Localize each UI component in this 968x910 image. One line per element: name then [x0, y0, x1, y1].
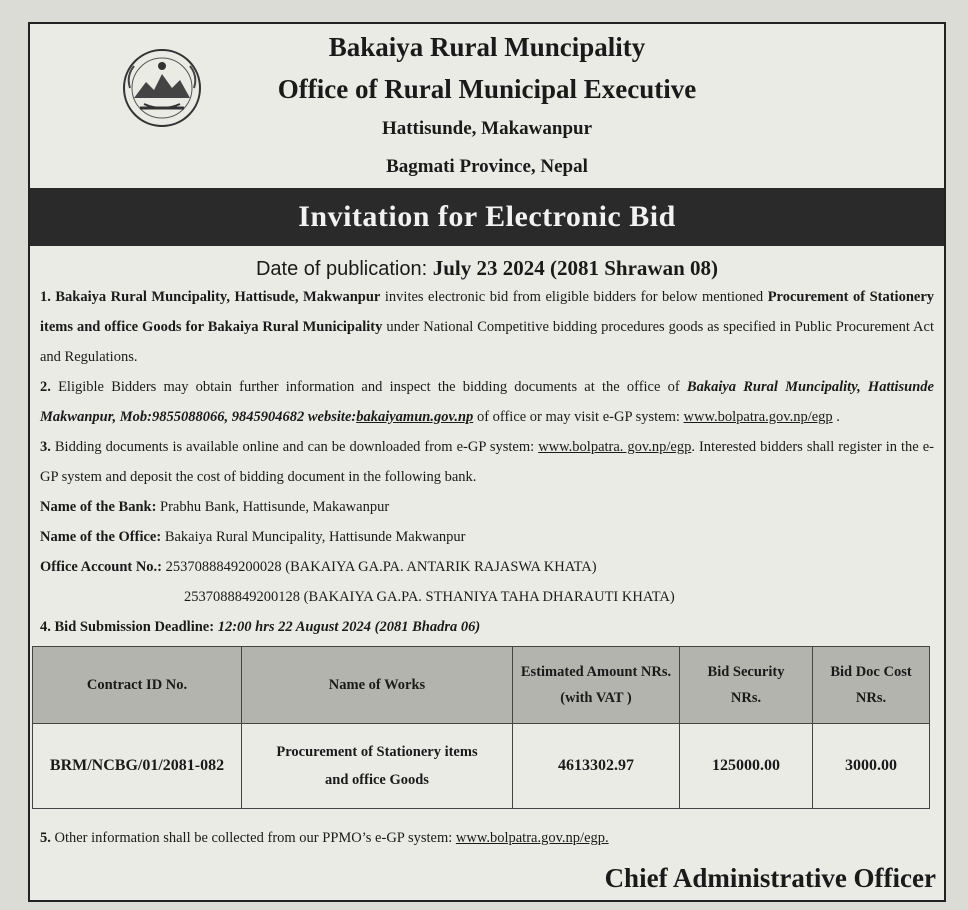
- account-line-2: [40, 582, 934, 612]
- bank-value: Prabhu Bank, Hattisunde, Makawanpur: [160, 499, 390, 515]
- p3-number: 3.: [40, 439, 51, 455]
- signatory: Chief Administrative Officer: [604, 863, 936, 893]
- col-security: Bid Security NRs.: [680, 647, 813, 724]
- publication-label: Date of publication:: [255, 258, 428, 280]
- p5-number: 5.: [40, 830, 51, 846]
- account-label: Office Account No.:: [40, 559, 163, 575]
- cell-amount: 4613302.97: [513, 724, 680, 809]
- notice-body: [30, 282, 944, 642]
- bank-label: Name of the Bank:: [40, 499, 157, 515]
- account-number-2: 2537088849200128 (BAKAIYA GA.PA. STHANIYA TAHA DHARAUTI KHATA): [184, 589, 675, 605]
- publication-date: [30, 256, 944, 282]
- notice-header: [30, 24, 944, 188]
- office-value: Bakaiya Rural Muncipality, Hattisunde Makwanpur: [164, 529, 466, 545]
- paragraph-2: [40, 372, 934, 432]
- col-works: Name of Works: [242, 647, 513, 724]
- cell-security: 125000.00: [680, 724, 813, 809]
- cell-contract-id: BRM/NCBG/01/2081-082: [33, 724, 242, 809]
- p1-text-1: invites electronic bid from eligible bidders for below mentioned: [384, 289, 764, 305]
- col-contract-id: Contract ID No.: [33, 647, 242, 724]
- p2-text-3: .: [836, 409, 840, 425]
- account-number-1: 2537088849200028 (BAKAIYA GA.PA. ANTARIK RAJASWA KHATA): [165, 559, 597, 575]
- cell-doc-cost: 3000.00: [813, 724, 930, 809]
- deadline-value: 12:00 hrs 22 August 2024 (2081 Bhadra 06): [217, 619, 481, 635]
- col-doc-cost: Bid Doc Cost NRs.: [813, 647, 930, 724]
- p3-text-2: . Interested bidders shall register in the e-GP system and deposit the cost of bidding document in the following bank.: [40, 439, 934, 485]
- notice-banner: Invitation for Electronic Bid: [30, 188, 944, 246]
- p1-bold-1: Bakaiya Rural Muncipality, Hattisude, Makwanpur: [55, 289, 381, 305]
- office-line: [40, 522, 934, 552]
- office-province: Bagmati Province, Nepal: [386, 156, 588, 177]
- egp-link[interactable]: www.bolpatra.gov.np/egp: [683, 409, 833, 425]
- bid-table: [32, 646, 930, 809]
- table-header-row: [33, 647, 930, 724]
- col-amount: Estimated Amount NRs. (with VAT ): [513, 647, 680, 724]
- deadline-label: 4. Bid Submission Deadline:: [40, 619, 215, 635]
- paragraph-5: [30, 823, 944, 853]
- publication-value: July 23 2024 (2081 Shrawan 08): [432, 256, 719, 280]
- p2-number: 2.: [40, 379, 51, 395]
- adjacent-page-bleed: [0, 0, 28, 910]
- p5-text: Other information shall be collected from our PPMO’s e-GP system:: [54, 830, 453, 846]
- p2-text-1: Eligible Bidders may obtain further information and inspect the bidding documents at the office of: [58, 379, 680, 395]
- office-address: Hattisunde, Makawanpur: [381, 118, 593, 139]
- p2-text-2: of office or may visit e-GP system:: [476, 409, 680, 425]
- p1-bold-2: Procurement of Stationery items and office Goods for Bakaiya Rural Municipality: [40, 289, 935, 335]
- municipality-title: Bakaiya Rural Muncipality: [328, 32, 646, 62]
- egp-link-3[interactable]: www.bolpatra.gov.np/egp.: [455, 830, 609, 846]
- p2-office-contact: Bakaiya Rural Muncipality, Hattisunde Makwanpur, Mob:9855088066, 9845904682 website:: [40, 379, 934, 425]
- p3-text-1: Bidding documents is available online and can be downloaded from e-GP system:: [54, 439, 535, 455]
- municipality-website-link[interactable]: bakaiyamun.gov.np: [356, 409, 474, 425]
- cell-works: Procurement of Stationery items and office Goods: [242, 724, 513, 809]
- bank-line: [40, 492, 934, 522]
- paragraph-1: [40, 282, 934, 372]
- bid-notice: [28, 22, 946, 902]
- egp-link-2[interactable]: www.bolpatra. gov.np/egp: [538, 439, 692, 455]
- account-line-1: [40, 552, 934, 582]
- p1-text-2: under National Competitive bidding procedures goods as specified in Public Procurement Act and Regulations.: [40, 319, 934, 365]
- p1-number: 1.: [40, 289, 51, 305]
- paragraph-3: [40, 432, 934, 492]
- deadline-line: [40, 612, 934, 642]
- table-row: [33, 724, 930, 809]
- office-title: Office of Rural Municipal Executive: [277, 74, 697, 104]
- office-label: Name of the Office:: [40, 529, 162, 545]
